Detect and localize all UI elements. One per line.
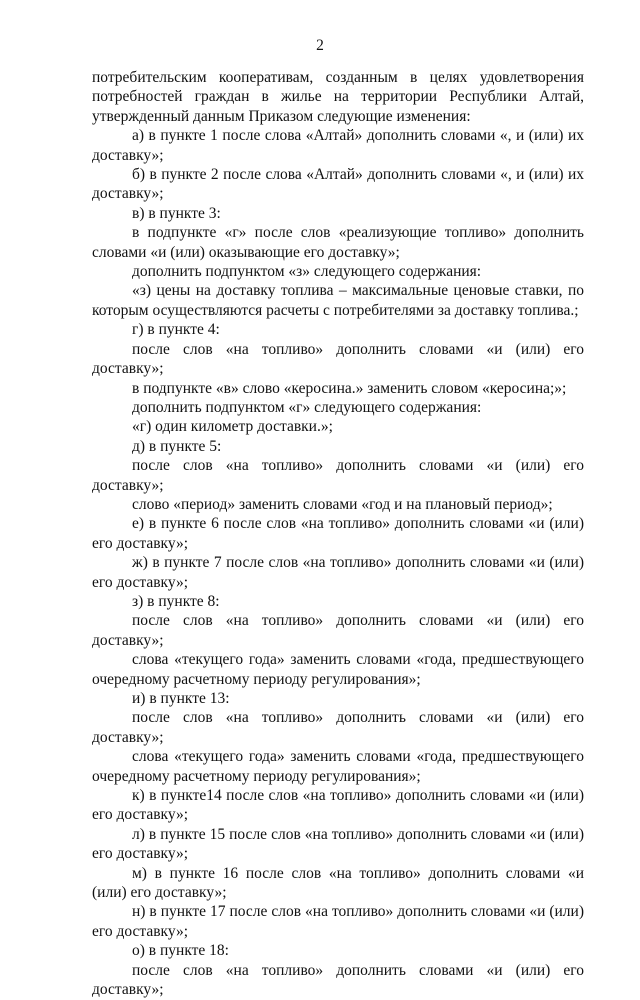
paragraph: после слов «на топливо» дополнить словами «и (или) его доставку»;	[92, 340, 584, 378]
paragraph: м) в пункте 16 после слов «на топливо» дополнить словами «и (или) его доставку»;	[92, 864, 584, 902]
paragraph: «з) цены на доставку топлива – максимальные ценовые ставки, по которым осуществляются расчеты с потребителями за доставку топлива.;	[92, 282, 584, 319]
paragraph: а) в пункте 1 после слова «Алтай» дополнить словами «, и (или) их доставку»;	[92, 127, 584, 164]
paragraph: в подпункте «г» после слов «реализующие топливо» дополнить словами «и (или) оказывающие его доставку»;	[92, 224, 584, 261]
paragraph: в подпункте «в» слово «керосина.» заменить словом «керосина;»;	[132, 379, 567, 397]
paragraph: д) в пункте 5:	[132, 437, 222, 455]
paragraph: дополнить подпунктом «з» следующего содержания:	[132, 263, 482, 281]
paragraph: слова «текущего года» заменить словами «года, предшествующего очередному расчетному периоду регулирования»;	[92, 748, 584, 785]
paragraph: к) в пункте14 после слов «на топливо» дополнить словами «и (или) его доставку»;	[92, 787, 584, 824]
paragraph: потребительским кооперативам, созданным в целях удовлетворения потребностей граждан в жилье на территории Республики Алтай, утвержденный данным Приказом следующие изменения:	[92, 69, 584, 125]
paragraph: ж) в пункте 7 после слов «на топливо» дополнить словами «и (или) его доставку»;	[92, 554, 584, 591]
paragraph: е) в пункте 6 после слов «на топливо» дополнить словами «и (или) его доставку»;	[92, 515, 584, 552]
paragraph: «г) один километр доставки.»;	[132, 418, 333, 436]
paragraph: о) в пункте 18:	[132, 942, 229, 960]
paragraph: з) в пункте 8:	[132, 592, 220, 610]
paragraph: после слов «на топливо» дополнить словами «и (или) его доставку»;	[92, 961, 584, 999]
paragraph: после слов «на топливо» дополнить словами «и (или) его доставку»;	[92, 612, 584, 649]
document-body	[92, 68, 584, 1000]
paragraph: после слов «на топливо» дополнить словами «и (или) его доставку»;	[92, 709, 584, 746]
paragraph: слово «период» заменить словами «год и на плановый период»;	[132, 495, 553, 513]
paragraph: и) в пункте 13:	[132, 690, 230, 707]
paragraph: слова «текущего года» заменить словами «года, предшествующего очередному расчетному периоду регулирования»;	[92, 651, 584, 688]
paragraph: после слов «на топливо» дополнить словами «и (или) его доставку»;	[92, 457, 584, 494]
paragraph: н) в пункте 17 после слов «на топливо» дополнить словами «и (или) его доставку»;	[92, 903, 584, 940]
paragraph: л) в пункте 15 после слов «на топливо» дополнить словами «и (или) его доставку»;	[92, 825, 584, 863]
paragraph: в) в пункте 3:	[132, 204, 221, 222]
page-number: 2	[316, 37, 324, 54]
paragraph: дополнить подпунктом «г» следующего содержания:	[132, 398, 482, 416]
paragraph: б) в пункте 2 после слова «Алтай» дополнить словами «, и (или) их доставку»;	[92, 166, 584, 203]
paragraph: г) в пункте 4:	[132, 321, 220, 339]
